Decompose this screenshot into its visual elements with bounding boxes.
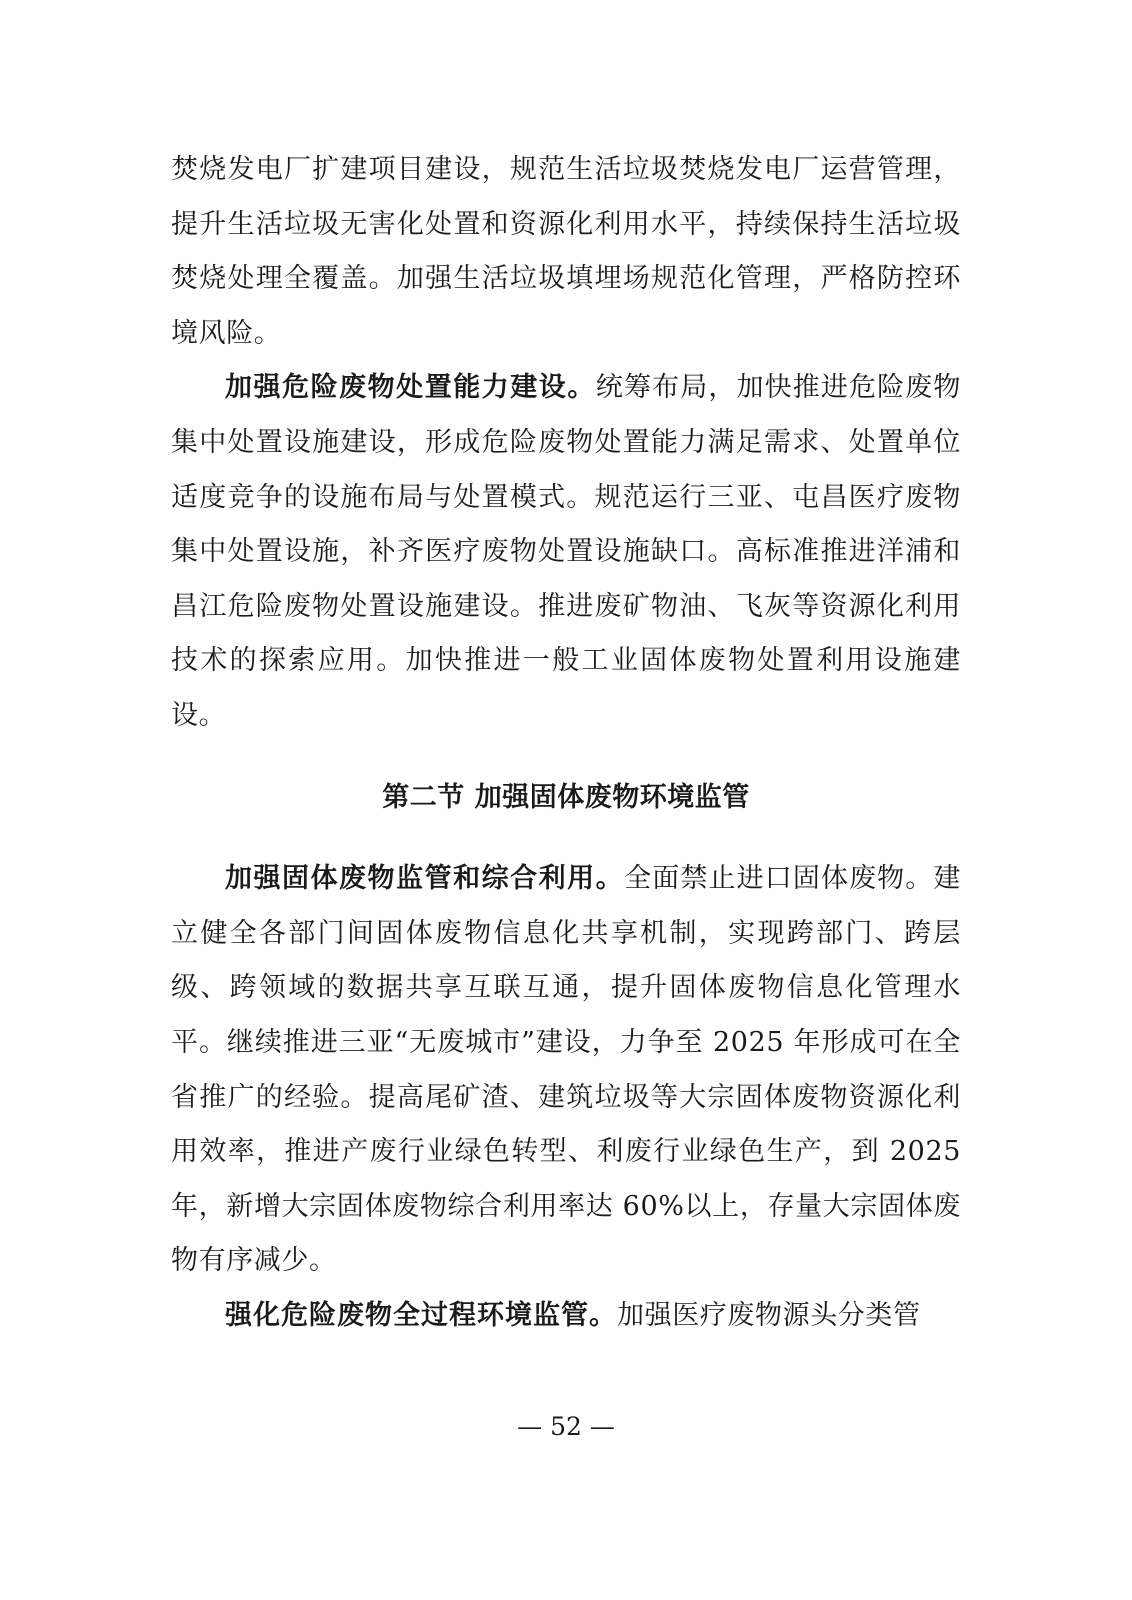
paragraph-text: 加强医疗废物源头分类管 <box>617 1299 921 1331</box>
paragraph-hazardous-waste-disposal <box>171 361 961 743</box>
section-title: 第二节 加强固体废物环境监管 <box>382 781 750 813</box>
paragraph-text: 统筹布局，加快推进危险废物集中处置设施建设，形成危险废物处置能力满足需求、处置单位适度竞争的设施布局与处置模式。规范运行三亚、屯昌医疗废物集中处置设施，补齐医疗废物处置设施缺口。高标准推进洋浦和昌江危险废物处置设施建设。推进废矿物油、飞灰等资源化利用技术的探索应用。加快推进一般工业固体废物处置利用设施建设。 <box>171 372 961 731</box>
paragraph-lead: 强化危险废物全过程环境监管。 <box>225 1299 617 1331</box>
paragraph-solid-waste-supervision <box>171 852 961 1289</box>
paragraph-lead: 加强固体废物监管和综合利用。 <box>225 863 625 895</box>
page-number: — 52 — <box>517 1412 615 1441</box>
paragraph-lead: 加强危险废物处置能力建设。 <box>225 372 596 404</box>
paragraph-text: 全面禁止进口固体废物。建立健全各部门间固体废物信息化共享机制，实现跨部门、跨层级、跨领域的数据共享互联互通，提升固体废物信息化管理水平。继续推进三亚“无废城市”建设，力争至 2025 年形成可在全省推广的经验。提高尾矿渣、建筑垃圾等大宗固体废物资源化利用效率，推进产废行业绿色转型、利废行业绿色生产，到 2025 年，新增大宗固体废物综合利用率达 60%以上，存量大宗固体废物有序减少。 <box>171 863 962 1277</box>
paragraph-hazardous-waste-supervision <box>171 1289 961 1344</box>
paragraph-continued <box>171 143 961 361</box>
paragraph-text: 焚烧发电厂扩建项目建设，规范生活垃圾焚烧发电厂运营管理，提升生活垃圾无害化处置和资源化利用水平，持续保持生活垃圾焚烧处理全覆盖。加强生活垃圾填埋场规范化管理，严格防控环境风险。 <box>171 154 961 349</box>
document-body <box>171 143 961 1343</box>
